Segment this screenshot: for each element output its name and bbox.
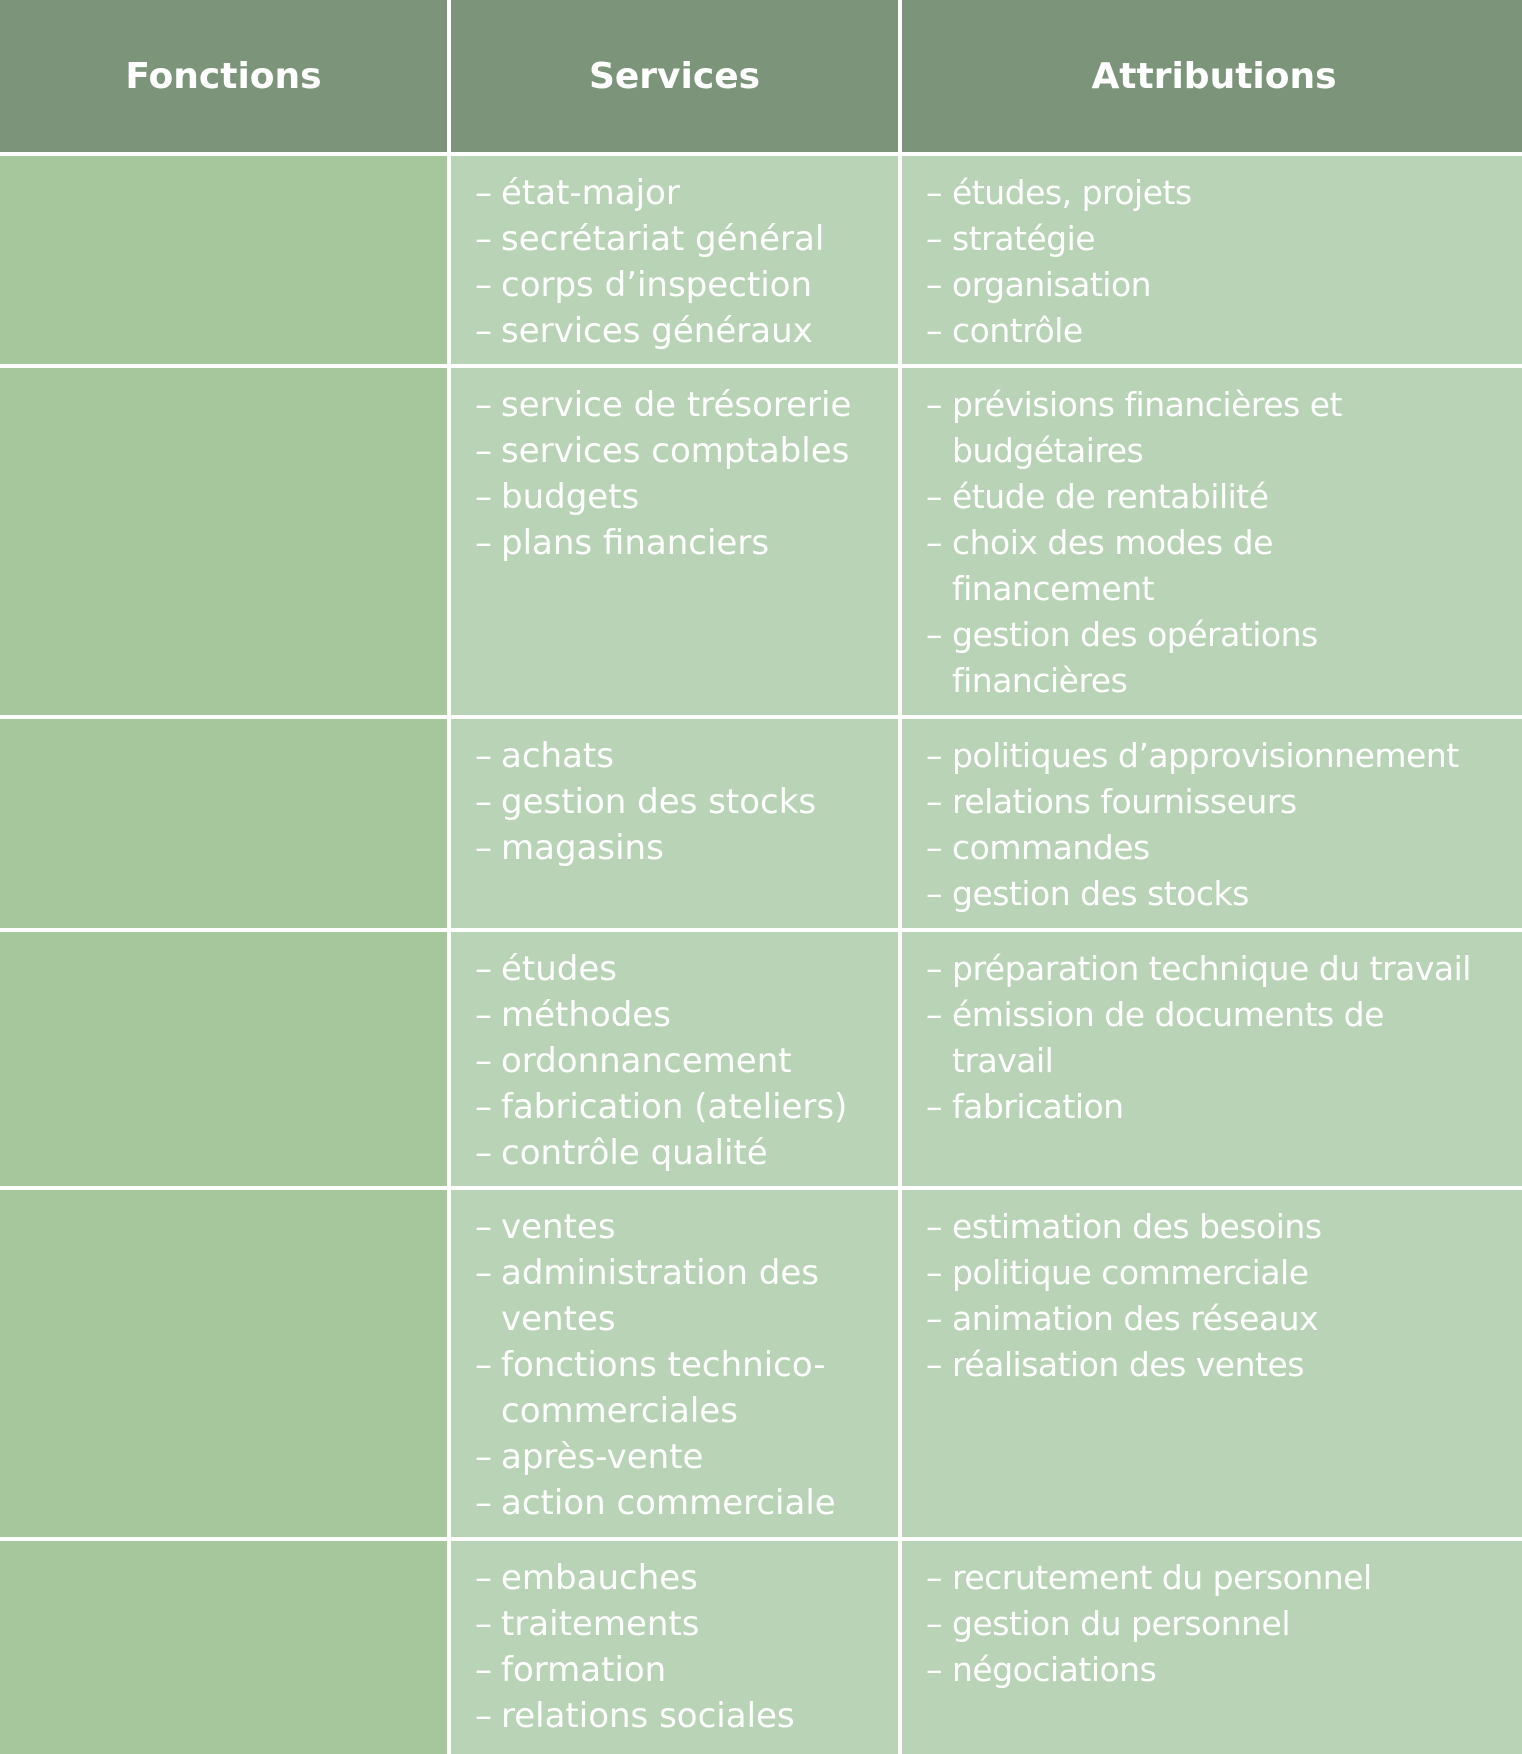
services-item: – formation: [475, 1647, 898, 1693]
attributions-item: – politique commerciale: [926, 1250, 1522, 1296]
services-cell: [451, 1190, 898, 1537]
services-item: – études: [475, 946, 898, 992]
attributions-item: – stratégie: [926, 216, 1522, 262]
attributions-cell: [902, 1541, 1522, 1754]
attributions-item: – fabrication: [926, 1084, 1522, 1130]
attributions-list: [926, 170, 1522, 354]
header-services: Services: [451, 0, 898, 152]
attributions-item: – organisation: [926, 262, 1522, 308]
services-item: – relations sociales: [475, 1693, 898, 1739]
attributions-cell: [902, 932, 1522, 1186]
attributions-item: – animation des réseaux: [926, 1296, 1522, 1342]
attributions-item: – gestion du personnel: [926, 1601, 1522, 1647]
services-item: – corps d’inspection: [475, 262, 898, 308]
header-fonctions: Fonctions: [0, 0, 447, 152]
services-item: – état-major: [475, 170, 898, 216]
services-list: [475, 733, 898, 871]
services-item: – action commerciale: [475, 1480, 898, 1526]
services-item: – ordonnancement: [475, 1038, 898, 1084]
services-list: [475, 382, 898, 566]
attributions-list: [926, 382, 1522, 704]
services-cell: [451, 156, 898, 364]
services-list: [475, 170, 898, 354]
services-item: – ventes: [475, 1204, 898, 1250]
attributions-item: – études, projets: [926, 170, 1522, 216]
services-item: – traitements: [475, 1601, 898, 1647]
attributions-list: [926, 1555, 1522, 1693]
attributions-item: – estimation des besoins: [926, 1204, 1522, 1250]
services-item: – contrôle qualité: [475, 1130, 898, 1176]
attributions-item: – gestion des stocks: [926, 871, 1522, 917]
services-item: – plans financiers: [475, 520, 898, 566]
attributions-cell: [902, 719, 1522, 928]
attributions-cell: [902, 1190, 1522, 1537]
fonctions-cell: [0, 719, 447, 928]
attributions-item: – émission de documents de travail: [926, 992, 1522, 1084]
attributions-cell: [902, 156, 1522, 364]
services-item: – services comptables: [475, 428, 898, 474]
attributions-list: [926, 946, 1522, 1130]
services-cell: [451, 368, 898, 715]
attributions-list: [926, 1204, 1522, 1388]
attributions-item: – relations fournisseurs: [926, 779, 1522, 825]
attributions-item: – négociations: [926, 1647, 1522, 1693]
services-item: – embauches: [475, 1555, 898, 1601]
attributions-item: – gestion des opérations financières: [926, 612, 1522, 704]
services-list: [475, 946, 898, 1176]
attributions-item: – commandes: [926, 825, 1522, 871]
attributions-item: – politiques d’approvisionnement: [926, 733, 1522, 779]
services-cell: [451, 932, 898, 1186]
attributions-item: – préparation technique du travail: [926, 946, 1522, 992]
fonctions-cell: [0, 1541, 447, 1754]
services-item: – achats: [475, 733, 898, 779]
fonctions-cell: [0, 368, 447, 715]
attributions-cell: [902, 368, 1522, 715]
services-cell: [451, 1541, 898, 1754]
services-item: – fabrication (ateliers): [475, 1084, 898, 1130]
fonctions-cell: [0, 156, 447, 364]
fonctions-cell: [0, 1190, 447, 1537]
attributions-item: – choix des modes de financement: [926, 520, 1522, 612]
services-item: – services généraux: [475, 308, 898, 354]
attributions-item: – recrutement du personnel: [926, 1555, 1522, 1601]
services-list: [475, 1555, 898, 1739]
attributions-item: – prévisions financières et budgétaires: [926, 382, 1522, 474]
services-item: – service de trésorerie: [475, 382, 898, 428]
services-item: – magasins: [475, 825, 898, 871]
services-item: – après-vente: [475, 1434, 898, 1480]
services-item: – fonctions technico- commerciales: [475, 1342, 898, 1434]
attributions-item: – contrôle: [926, 308, 1522, 354]
services-item: – administration des ventes: [475, 1250, 898, 1342]
fonctions-cell: [0, 932, 447, 1186]
attributions-list: [926, 733, 1522, 917]
attributions-item: – étude de rentabilité: [926, 474, 1522, 520]
attributions-item: – réalisation des ventes: [926, 1342, 1522, 1388]
services-item: – méthodes: [475, 992, 898, 1038]
services-item: – secrétariat général: [475, 216, 898, 262]
services-cell: [451, 719, 898, 928]
services-item: – budgets: [475, 474, 898, 520]
services-item: – gestion des stocks: [475, 779, 898, 825]
services-list: [475, 1204, 898, 1526]
header-attributions: Attributions: [902, 0, 1522, 152]
